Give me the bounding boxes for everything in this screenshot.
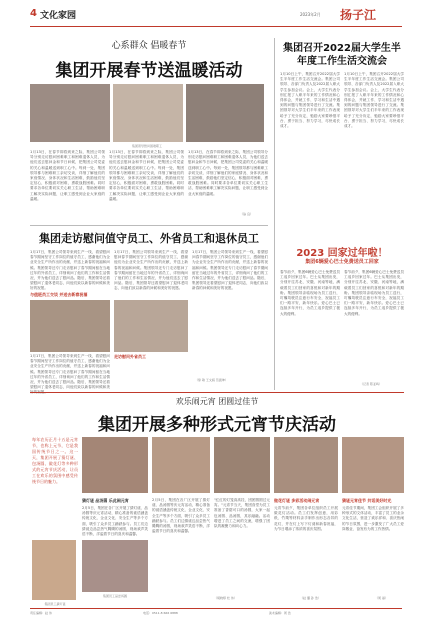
footer-left: 责任编辑：赵 伟 <box>30 611 52 615</box>
story5-photo-6 <box>82 540 148 592</box>
column-divider <box>274 38 275 390</box>
story2-author: （徐 敏 王文娟 范振坤） <box>195 378 228 382</box>
story5-intro: 每年农历正月十五是元宵节，也称上元节，它是我国传统节日之一。这一天，集团开展了猜灯谜、包汤圆、做花灯等多种形式的元宵节庆活动，让员工在欢乐的氛围中感受传统节日的魅力。 <box>32 437 78 484</box>
story2-body-d: 1月17日，集团公司领导来到生产一线，看望慰问春节期间坚守工作岗位的值守员工，感谢他们为企业安全生产所作出的贡献，并送上新春的祝福和问候。集团领导还专门走访慰问了春节期间留在当地过年的外省员工，详细询问了他们的工作和生活情况，并为他们送去了慰问品。随后，集团领导还看望慰问了退休老同志，向他们致以新春的问候和美好的祝愿。 <box>192 250 268 291</box>
story1-title: 集团开展春节送温暖活动 <box>55 61 243 81</box>
story2-body-b: 1月17日，集团公司领导来到生产一线，看望慰问春节期间坚守工作岗位的值守员工，感谢他们为企业安全生产所作出的贡献，并送上新春的祝福和问候。集团领导还专门走访慰问了春节期间留在当地过年的外省员工，详细询问了他们的工作和生活情况，并为他们送去了慰问品。随后，集团领导还看望慰问了退休老同志，向他们致以新春的问候和美 <box>30 354 110 390</box>
story5-author3: （周 丽） <box>375 596 388 600</box>
story4-body-col2: 春节前夕，集团6辆爱心巴士免费送员工返乡回家过年。巴士从集团出发，分别开往苏北、安徽、河南等地，满载着员工们回家的喜悦和对新年的期盼。集团领导亲临现场为员工送行，叮嘱驾驶员注意行车安全，祝福员工们一路平安，新年快乐。爱心巴士已连续多年开行，为员工返乡提供了极大的便利。 <box>344 270 404 316</box>
story2-title: 集团走访慰问值守员工、外省员工和退休员工 <box>39 232 259 245</box>
story1-body-col1: 1月13日，在春节即将到来之际，集团公司领导分别走访慰问困难职工和困难退休人员，为他们送去慰问金和节日问候，把集团公司党委的关心和温暖送到职工心中。每到一处，集团领导都与困难职工亲切交谈，详细了解他们的家庭情况、身体状况和生活困难，鼓励他们坚定信心，积极面对困难，勇敢战胜困难。同时要求各单位要切实关心职工生活，帮助困难职工解决实际问题，让职工感受到企业大家庭的温暖。 <box>30 150 105 201</box>
story5-photo-caption1: 集团员工品尝汤圆 <box>102 594 127 598</box>
footer-right: 美术编辑：周 浩 <box>268 611 291 615</box>
story1-photo-right <box>186 84 264 142</box>
story2-subhead2: 走访慰问外省员工 <box>114 354 146 359</box>
story5-body4: 元宵佳节期间，集团工会组织开展了多种形式的文体活动，丰富了员工的业余文化生活，营造了欢乐祥和、喜庆热闹的节日氛围，进一步激发了广大员工爱岗敬业、奋发有为的工作热情。 <box>342 506 404 531</box>
story5-photo-caption2: 集团员工猜灯谜 <box>44 602 66 606</box>
section-title: 文化家园 <box>40 11 77 21</box>
story2-body-a: 1月17日，集团公司领导来到生产一线，看望慰问春节期间坚守工作岗位的值守员工，感谢他们为企业安全生产所作出的贡献，并送上新春的祝福和问候。集团领导还专门走访慰问了春节期间留在当地过年的外省员工，详细询问了他们的工作和生活情况，并为他们送去了慰问品。随后，集团领导还看望慰问了退休老同志，向他们致以新春的问候和美好的祝愿。 <box>30 250 110 290</box>
story5-photo-3 <box>214 437 270 493</box>
story4-title: 2023 回家过年啦！ <box>296 248 388 259</box>
page-footer <box>30 608 402 615</box>
divider-1 <box>30 225 268 226</box>
story1-body-col2: 1月13日，在春节即将到来之际，集团公司领导分别走访慰问困难职工和困难退休人员，为他们送去慰问金和节日问候，把集团公司党委的关心和温暖送到职工心中。每到一处，集团领导都与困难职工亲切交谈，详细了解他们的家庭情况、身体状况和生活困难，鼓励他们坚定信心，积极面对困难，勇敢战胜困难。同时要求各单位要切实关心职工生活，帮助困难职工解决实际问题，让职工感受到企业大家庭的温暖。 <box>109 150 184 201</box>
story5-author2: （赵 璐 孙 浩） <box>300 596 321 600</box>
story1-photo-mid <box>113 84 183 142</box>
story5-photo-5 <box>342 437 404 493</box>
masthead-logo: 扬子江 <box>340 8 377 22</box>
story1-photo-left <box>30 84 110 142</box>
story5-sub3: 做花灯谜 多彩活动闹元宵 <box>274 498 320 503</box>
story5-body1: 2月5日，集团在各厂区开展了猜灯谜、品汤圆等庆元宵活动，精心准备的谜语涵盖传统文化、企业文化、安全生产等多个方面，吸引了众多员工踊跃参与。员工们边猜谜边品尝热气腾腾的汤圆，现场欢声笑语不断，洋溢着节日的喜庆和温馨。 <box>82 506 148 537</box>
story5-sub1: 猜灯谜 品汤圆 乐此闹元宵 <box>82 498 129 503</box>
story1-body-col3b: 1月13日，在春节即将到来之际，集团公司领导分别走访慰问困难职工和困难退休人员，为他们送去慰问金和节日问候，把集团公司党委的关心和温暖送到职工心中。每到一处，集团领导都与困难职工亲切交谈，详细了解他们的家庭情况、身体状况和生活困难，鼓励他们坚定信心，积极面对困难，勇敢战胜困难。同时要求各单位要切实关心职工生活，帮助困难职工解决实际问题，让职工感受到企业大家庭的温暖。 <box>188 150 268 196</box>
story5-photo-4 <box>274 437 338 493</box>
story3-body-col1: 1月10日上午，集团召开2022届大学生半年度工作生活交流会。集团公司领导、各部门负责人及2022届入职大学生参加会议。会上，大学生代表分别汇报了入职半年来的工作情况和心得体会，并就工作、学习和生活中遇到的问题与集团领导进行了交流。集团领导对大学生们半年来的工作表现给予了充分肯定，勉励大家要珍惜平台、勇于担当、努力学习，尽快成长成才。 <box>280 72 340 129</box>
story5-kicker: 欢乐闹元宵 团圆过佳节 <box>175 397 259 406</box>
story1-kicker: 心系群众 倡暖春节 <box>111 41 187 51</box>
story5-photo-2 <box>152 437 210 493</box>
story2-subhead1: 与值班员工交谈 并送去新春祝福 <box>30 292 88 297</box>
story5-body1b: 2月5日，集团在各厂区开展了猜灯谜、品汤圆等庆元宵活动，精心准备的谜语涵盖传统文化、企业文化、安全生产等多个方面，吸引了众多员工踊跃参与。员工们边猜谜边品尝热气腾腾的汤圆，现场欢声笑语不断，洋溢着节日的喜庆和温馨。 <box>152 498 210 534</box>
story5-photo-lantern <box>32 540 76 600</box>
story5-title: 集团开展多种形式元宵节庆活动 <box>98 415 336 435</box>
story2-photo-2 <box>114 300 188 352</box>
story3-title: 集团召开2022届大学生半年度工作生活交流会 <box>283 43 401 67</box>
banner-rule <box>30 392 404 393</box>
story1-author: （翁 良） <box>240 212 253 216</box>
issue-date: 2023年2月 <box>300 12 321 17</box>
story5-photo-1 <box>82 437 148 493</box>
story4-author: （记者 陈亚鸣） <box>360 382 382 386</box>
footer-middle: 电话：0511-8 666 6888 <box>142 611 178 615</box>
story4-subtitle: 集团6辆爱心巴士免费送员工回家 <box>305 259 379 265</box>
story3-body-col2: 1月10日上午，集团召开2022届大学生半年度工作生活交流会。集团公司领导、各部门负责人及2022届入职大学生参加会议。会上，大学生代表分别汇报了入职半年来的工作情况和心得体会，并就工作、学习和生活中遇到的问题与集团领导进行了交流。集团领导对大学生们半年来的工作表现给予了充分肯定，勉励大家要珍惜平台、勇于担当、努力学习，尽快成长成才。 <box>344 72 404 129</box>
story5-sub4: 猜谜元宵佳节 共话美好时光 <box>342 498 392 503</box>
story4-body-col1: 春节前夕，集团6辆爱心巴士免费送员工返乡回家过年。巴士从集团出发，分别开往苏北、安徽、河南等地，满载着员工们回家的喜悦和对新年的期盼。集团领导亲临现场为员工送行，叮嘱驾驶员注意行车安全，祝福员工们一路平安，新年快乐。爱心巴士已连续多年开行，为员工返乡提供了极大的便利。 <box>280 270 340 316</box>
page-number: 4 <box>30 8 37 19</box>
story5-body2: "红红的灯笼高高挂，团团圆圆过元宵。"元宵节当天，集团食堂为员工准备了香甜可口的汤圆，大家一起包汤圆、品汤圆，其乐融融。活动增进了员工之间的交流，增强了团队的凝聚力和向心力。 <box>214 498 270 529</box>
story2-photo-1 <box>30 300 110 352</box>
story1-photo-caption: 集团领导慰问困难职工 <box>131 144 162 148</box>
story2-body-c: 1月17日，集团公司领导来到生产一线，看望慰问春节期间坚守工作岗位的值守员工，感谢他们为企业安全生产所作出的贡献，并送上新春的祝福和问候。集团领导还专门走访慰问了春节期间留在当地过年的外省员工，详细询问了他们的工作和生活情况，并为他们送去了慰问品。随后，集团领导还看望慰问了退休老同志，向他们致以新春的问候和美好的祝愿。 <box>114 250 188 291</box>
story5-body3: 元宵节前夕，集团各单位组织员工开展做花灯活动。员工们发挥创意，用彩纸、竹篾等材料亲手制作出形态各异的花灯，并在灯上写下灯谜和新春祝福，为节日增添了浓浓的喜庆氛围。 <box>274 506 338 531</box>
story5-author1: （胡晓婷 杜 伟） <box>214 596 237 600</box>
